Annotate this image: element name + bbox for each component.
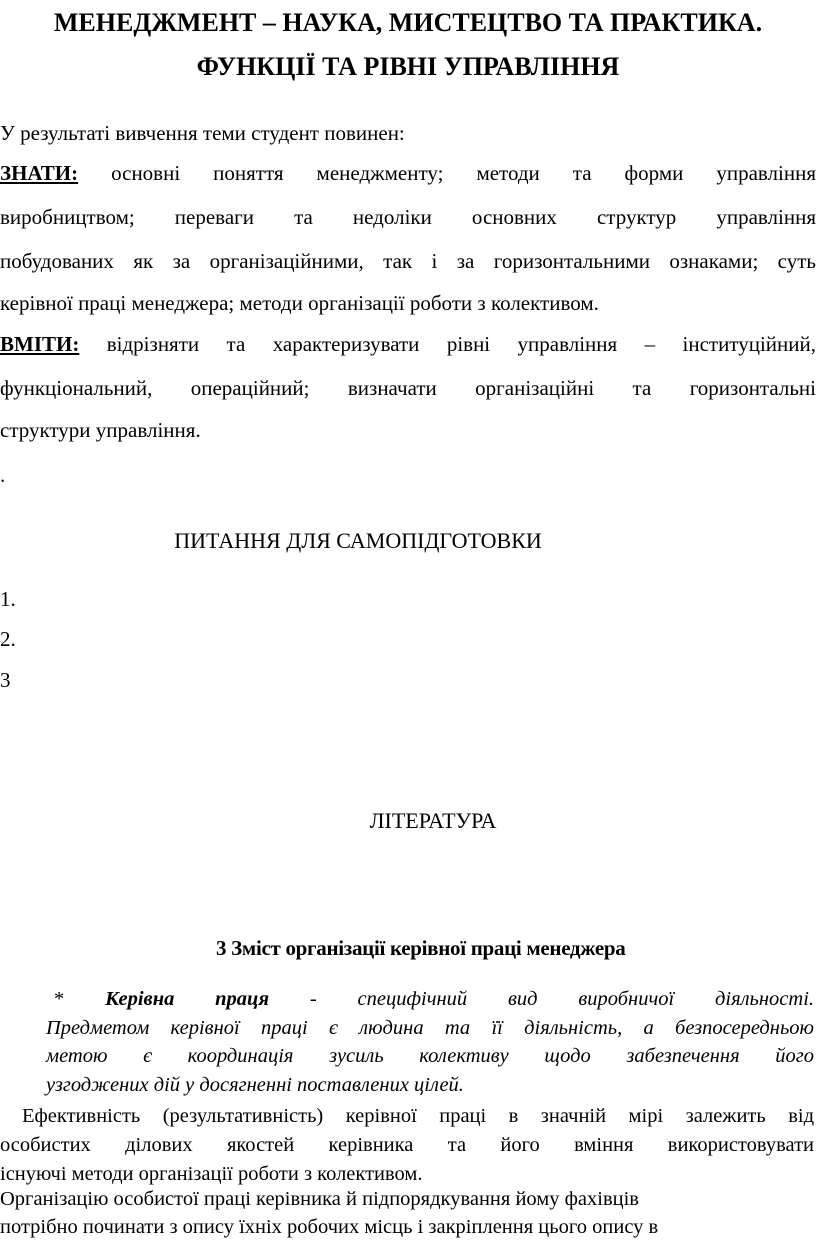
know-label: ЗНАТИ: [0, 161, 79, 185]
page-title-line-1: МЕНЕДЖМЕНТ – НАУКА, МИСТЕЦТВО ТА ПРАКТИКА. [53, 8, 763, 37]
can-line-1 [0, 332, 816, 357]
paragraph-efficiency-line-3: існуючі методи організації роботи з колективом. [0, 1163, 423, 1185]
paragraph-efficiency-line-2: особистих ділових якостей керівника та його вміння використовувати [0, 1134, 814, 1156]
can-line-2: функціональний, операційний; визначати організаційні та горизонтальні [0, 376, 816, 400]
separator-dot: . [0, 463, 6, 487]
questions-heading: ПИТАННЯ ДЛЯ САМОПІДГОТОВКИ [174, 528, 542, 553]
definition-line-1 [54, 988, 814, 1011]
paragraph-organization-line-2: потрібно починати з опису їхніх робочих місць і закріплення цього опису в [0, 1216, 659, 1238]
can-block [0, 332, 816, 452]
paragraph-efficiency-line-1: Ефективність (результативність) керівної праці в значній мірі залежить від [22, 1105, 814, 1127]
paragraph-organization-line-1: Організацію особистої праці керівника й підпорядкування йому фахівців [0, 1188, 639, 1210]
paragraph-organization [0, 1188, 816, 1246]
definition-rest: - специфічний вид виробничої діяльності. [309, 988, 815, 1010]
definition-star: * [54, 988, 65, 1010]
question-item-2: 2. [0, 627, 16, 651]
intro-text [0, 121, 816, 146]
definition-block [0, 988, 816, 1098]
definition-term: Керівна праця [105, 988, 270, 1010]
know-line-1 [0, 161, 816, 186]
can-label: ВМІТИ: [0, 332, 80, 356]
can-line-3: структури управління. [0, 418, 201, 442]
question-item-3: 3 [0, 668, 11, 692]
question-item-1: 1. [0, 587, 16, 611]
know-block [0, 161, 816, 331]
section-3-heading: 3 Зміст організації керівної праці менеджера [216, 936, 626, 960]
definition-line-4: узгоджених дій у досягненні поставлених цілей. [46, 1074, 464, 1096]
literature-heading: ЛІТЕРАТУРА [369, 808, 497, 833]
paragraph-efficiency [0, 1105, 816, 1185]
intro-line: У результаті вивчення теми студент повинен: [0, 121, 405, 145]
definition-line-2: Предметом керівної праці є людина та її діяльність, а безпосередньою [46, 1017, 814, 1039]
definition-line-3: метою є координація зусиль колективу щодо забезпечення його [46, 1045, 814, 1067]
know-line-3: побудованих як за організаційними, так і за горизонтальними ознаками; суть [0, 249, 816, 273]
know-text-1: основні поняття менеджменту; методи та форми управління [111, 161, 816, 185]
page-title-line-2: ФУНКЦІЇ ТА РІВНІ УПРАВЛІННЯ [196, 52, 620, 81]
know-line-4: керівної праці менеджера; методи організації роботи з колективом. [0, 291, 599, 315]
know-line-2: виробництвом; переваги та недоліки основних структур управління [0, 205, 816, 229]
can-text-1: відрізняти та характеризувати рівні управління – інституційний, [106, 332, 816, 356]
